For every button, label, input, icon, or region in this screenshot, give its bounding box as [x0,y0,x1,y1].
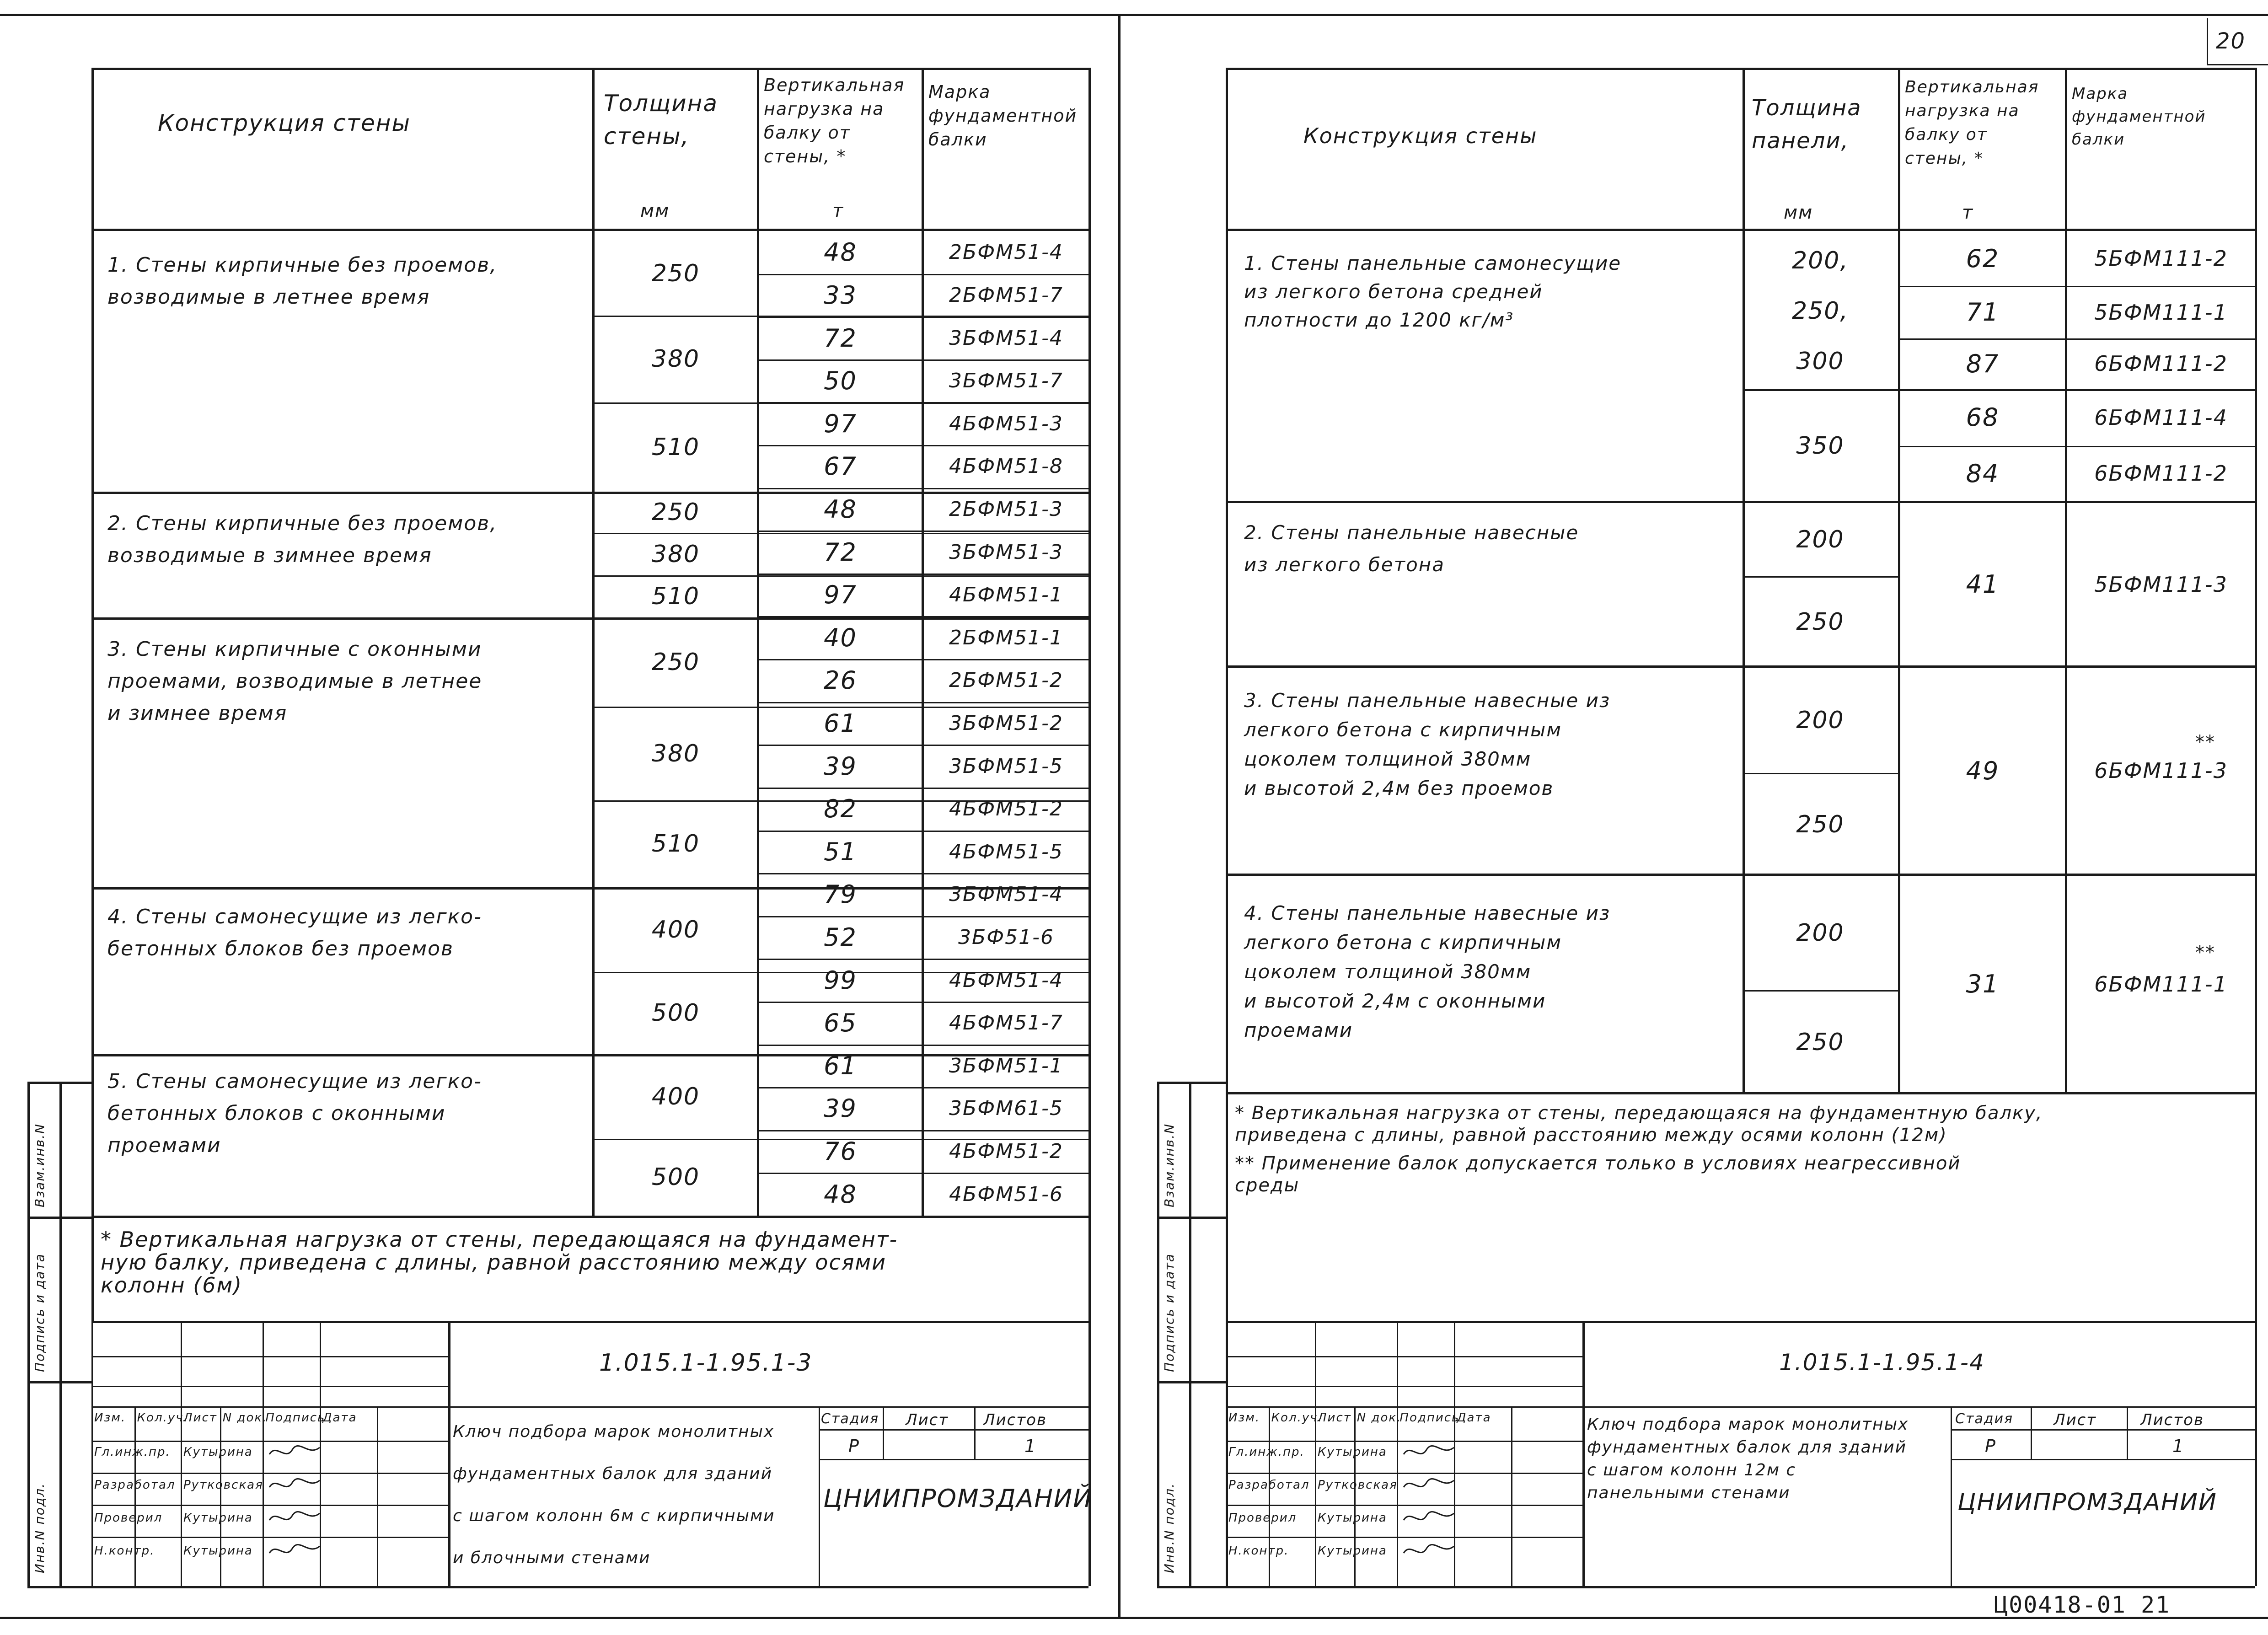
tb-grid-line [1226,1321,1582,1322]
left-mark: 2БФМ51-4 [949,241,1063,264]
tb-grid-line [377,1406,378,1586]
tb-grid-line [1226,1321,1227,1586]
tb-name: Кутырина [183,1544,253,1558]
tb-grid-line [220,1406,221,1586]
tb-grid-line [91,1321,93,1586]
left-mark: 4БФМ51-4 [949,968,1063,992]
left-mark: 3БФ51-6 [958,926,1054,949]
right-tb-stage-label: Стадия [1955,1411,2014,1427]
tb-grid-line [181,1321,182,1586]
tb-grid-line [1397,1321,1398,1586]
tb-grid-line [1315,1321,1316,1586]
tb-role: Разработал [1228,1478,1310,1492]
bottom-border [0,1617,2268,1619]
right-side-inv: Инв.N подл. [1162,1482,1177,1573]
right-mark: 5БФМ111-3 [2094,572,2228,597]
right-thickness: 200 [1796,919,1844,947]
left-thickness: 250 [651,499,700,526]
right-header-load-unit: т [1962,202,1974,223]
right-load: 68 [1966,403,2000,432]
tb-col-label: Лист [1318,1411,1351,1425]
tb-grid-line [91,1537,448,1538]
tb-col-label: Подпись [1399,1411,1460,1425]
tb-role: Гл.инж.пр. [94,1445,171,1459]
right-thickness: 200 [1796,526,1844,553]
left-tb-stage: Р [848,1436,860,1456]
right-thickness: 300 [1796,348,1844,375]
left-load: 82 [824,794,857,824]
left-group-4: 4. Стены самонесущие из легко- бетонных блоков без проемов [107,905,482,960]
right-load: 87 [1966,349,2000,378]
tb-grid-line [1226,1356,1582,1357]
right-header-thickness-unit: мм [1784,202,1813,223]
left-header-thickness-unit: мм [640,200,670,221]
signature [1401,1539,1456,1567]
tb-col-label: Изм. [94,1411,126,1425]
left-tb-line [974,1406,976,1459]
left-load: 40 [824,623,857,652]
left-load: 72 [824,323,857,353]
left-tb-line [819,1429,1088,1431]
left-load: 61 [824,708,857,738]
right-header-mark: Марка фундаментной балки [2072,85,2206,149]
right-tb-line [2127,1406,2128,1459]
left-load: 65 [824,1008,857,1038]
left-load: 50 [824,366,857,396]
tb-col-label: N док. [222,1411,268,1425]
right-col-thick [1743,68,1745,1092]
left-tb-sheet-label: Лист [906,1411,949,1429]
tb-col-label: Дата [322,1411,357,1425]
right-mark: 6БФМ111-3 [2094,758,2228,783]
left-thickness: 510 [651,433,700,461]
right-load: 71 [1966,298,2000,327]
left-side-line [27,1082,91,1084]
right-subdiv [1743,990,1898,992]
tb-name: Рутковская [183,1478,263,1492]
tb-grid-line [1226,1406,1582,1408]
tb-role: Н.контр. [1228,1544,1289,1558]
left-side-line [27,1381,91,1383]
left-mark: 3БФМ51-5 [949,754,1063,778]
right-mark: 6БФМ111-2 [2094,461,2228,486]
left-tb-line [448,1406,1088,1408]
right-tb-line [2031,1406,2032,1459]
tb-col-label: Кол.уч. [1271,1411,1323,1425]
tb-name: Рутковская [1318,1478,1398,1492]
right-thickness: 200, [1792,247,1849,274]
tb-col-label: N док. [1357,1411,1402,1425]
left-load: 39 [824,751,857,781]
left-side-inner [59,1082,62,1586]
right-thickness: 250 [1796,608,1844,636]
top-border [0,14,2268,16]
left-load: 72 [824,537,857,567]
left-load: 48 [824,1179,857,1209]
right-tb-sheets-label: Листов [2140,1411,2204,1429]
left-mark: 3БФМ61-5 [949,1097,1063,1120]
right-side-sign: Подпись и дата [1162,1253,1177,1372]
left-thickness: 250 [651,259,700,287]
left-header-mark: Марка фундаментной балки [928,82,1078,150]
tb-grid-line [263,1321,264,1586]
left-load: 51 [824,837,857,866]
left-load: 79 [824,880,857,909]
tb-role: Проверил [94,1511,163,1525]
tb-col-label: Лист [183,1411,217,1425]
left-load: 48 [824,494,857,524]
page-number: 20 [2216,28,2246,54]
left-header-thickness: Толщина стены, [604,90,718,150]
right-tb-line [1951,1406,1952,1586]
tb-grid-line [1226,1586,1582,1587]
right-footnote-1: * Вертикальная нагрузка от стены, передающаяся на фундаментную балку, приведена с длины, равной расстоянию между осями колонн (12м) [1235,1103,2043,1146]
left-mark: 2БФМ51-2 [949,669,1063,692]
tb-name: Кутырина [1318,1544,1387,1558]
left-thickness: 380 [651,540,700,568]
left-thickness: 400 [651,1083,700,1110]
right-load: 31 [1966,970,2000,998]
left-mark: 4БФМ51-6 [949,1182,1063,1206]
left-tb-line [819,1459,1088,1460]
left-mark: 3БФМ51-1 [949,1054,1063,1077]
left-side-sign: Подпись и дата [32,1253,47,1372]
tb-grid-line [91,1321,448,1322]
left-load: 52 [824,923,857,952]
tb-grid-line [91,1356,448,1357]
left-mark: 4БФМ51-1 [949,583,1063,607]
right-side-line [1157,1217,1226,1219]
right-tb-line [1582,1406,2255,1408]
right-group-3: 3. Стены панельные навесные из легкого бетона с кирпичным цоколем толщиной 380мм и высотой 2,4м без проемов [1244,689,1611,799]
left-mark: 4БФМ51-2 [949,1140,1063,1163]
left-mark: 2БФМ51-7 [949,283,1063,307]
left-tb-code: 1.015.1-1.95.1-3 [599,1349,813,1377]
left-load: 61 [824,1051,857,1080]
left-tb-stage-label: Стадия [821,1411,879,1427]
left-side-vzam: Взам.инв.N [32,1123,47,1207]
left-mark: 3БФМ51-4 [949,326,1063,350]
right-tb-stage: Р [1985,1436,1996,1456]
left-thickness: 400 [651,916,700,943]
left-load: 33 [824,280,857,310]
left-mark: 4БФМ51-2 [949,797,1063,821]
archive-stamp: Ц00418-01 21 [1994,1592,2171,1618]
tb-role: Н.контр. [94,1544,155,1558]
tb-col-label: Кол.уч. [137,1411,188,1425]
signature [267,1539,322,1567]
left-thickness: 380 [651,345,700,373]
left-load: 97 [824,580,857,610]
left-group-2: 2. Стены кирпичные без проемов, возводимые в зимнее время [107,512,498,567]
left-mark: 4БФМ51-3 [949,412,1063,435]
tb-col-label: Подпись [265,1411,326,1425]
right-footnote-2: ** Применение балок допускается только в условиях неагрессивной среды [1235,1153,1961,1196]
right-thickness: 350 [1796,432,1844,460]
right-thickness: 250, [1792,297,1849,325]
right-tb-title: Ключ подбора марок монолитных фундаментных балок для зданий с шагом колонн 12м с панельными стенами [1587,1415,1909,1502]
right-mark: 6БФМ111-4 [2094,405,2228,430]
tb-col-label: Дата [1457,1411,1491,1425]
left-header-construction: Конструкция стены [158,110,411,136]
left-group-5: 5. Стены самонесущие из легко- бетонных блоков с оконными проемами [107,1070,482,1157]
left-tb-sheet: 1 [1024,1436,1037,1456]
tb-grid-line [1226,1537,1582,1538]
tb-grid-line [134,1406,136,1586]
left-mark: 2БФМ51-3 [949,497,1063,521]
right-header-load: Вертикальная нагрузка на балку от стены, * [1905,78,2039,168]
left-tb-title: Ключ подбора марок монолитных фундаментных балок для зданий с шагом колонн 6м с кирпичными и блочными стенами [453,1422,775,1567]
left-load: 39 [824,1094,857,1123]
tb-name: Кутырина [1318,1511,1387,1525]
tb-grid-line [1354,1406,1356,1586]
right-header-construction: Конструкция стены [1303,123,1538,148]
right-thickness: 200 [1796,707,1844,734]
tb-role: Гл.инж.пр. [1228,1445,1305,1459]
right-subdiv [1743,576,1898,578]
left-table-top [91,68,1088,70]
left-load: 26 [824,666,857,695]
right-mark: 6БФМ111-1 [2094,971,2228,997]
tb-grid-line [1226,1386,1582,1387]
left-table-right [1088,68,1091,1586]
right-load: 41 [1966,570,2000,599]
left-load: 67 [824,452,857,481]
left-mark: 4БФМ51-8 [949,455,1063,478]
right-tb-line [1951,1429,2255,1431]
tb-role: Разработал [94,1478,176,1492]
left-mark: 4БФМ51-5 [949,840,1063,863]
left-mark: 3БФМ51-2 [949,711,1063,735]
right-tb-sheet: 1 [2172,1436,2185,1456]
right-mark-note: ** [2195,732,2215,753]
right-tb-line [1951,1459,2255,1460]
right-load: 62 [1966,244,2000,273]
left-side-line [27,1217,91,1219]
right-mark: 6БФМ111-2 [2094,351,2228,376]
right-side-outer [1157,1082,1159,1586]
left-group-1: 1. Стены кирпичные без проемов, возводимые в летнее время [107,253,498,309]
right-mark: 5БФМ111-1 [2094,300,2228,325]
right-mark: 5БФМ111-2 [2094,246,2228,271]
right-group-1: 1. Стены панельные самонесущие из легкого бетона средней плотности до 1200 кг/м³ [1244,252,1622,331]
left-thickness: 510 [651,583,700,610]
left-mark: 3БФМ51-7 [949,369,1063,393]
right-tb-code: 1.015.1-1.95.1-4 [1779,1349,1985,1376]
tb-grid-line [91,1406,448,1408]
signature [267,1474,322,1501]
left-header-load-unit: т [832,200,844,221]
right-side-vzam: Взам.инв.N [1162,1123,1177,1207]
left-load: 48 [824,238,857,267]
left-mark: 3БФМ51-4 [949,883,1063,906]
tb-col-label: Изм. [1228,1411,1260,1425]
right-load: 49 [1966,756,2000,785]
left-mark: 2БФМ51-1 [949,626,1063,649]
right-mark-note: ** [2195,942,2215,963]
tb-name: Кутырина [183,1511,253,1525]
right-thickness: 250 [1796,1029,1844,1056]
right-tb-org: ЦНИИПРОМЗДАНИЙ [1957,1489,2217,1516]
tb-grid-line [1226,1505,1582,1506]
right-side-inner [1189,1082,1191,1586]
left-footnote: * Вертикальная нагрузка от стены, передающаяся на фундамент- ную балку, приведена с длины, равной расстоянию между осями колонн (6м) [101,1227,898,1297]
left-thickness: 510 [651,830,700,858]
left-load: 76 [824,1137,857,1166]
left-thickness: 380 [651,740,700,767]
left-tb-org: ЦНИИПРОМЗДАНИЙ [823,1484,1093,1513]
right-tb-sheet-label: Лист [2054,1411,2097,1429]
signature [1401,1474,1456,1501]
page-number-box [2207,18,2208,64]
tb-grid-line [91,1386,448,1387]
left-tb-sheets-label: Листов [983,1411,1047,1429]
left-mark: 4БФМ51-7 [949,1011,1063,1035]
page-number-box [2207,64,2268,65]
right-thickness: 250 [1796,810,1844,838]
tb-grid-line [1269,1406,1270,1586]
tb-name: Кутырина [183,1445,253,1459]
left-tb-divider [448,1321,450,1586]
left-thickness: 250 [651,648,700,676]
sheet-separator [1118,14,1121,1617]
left-group-3: 3. Стены кирпичные с оконными проемами, возводимые в летнее и зимнее время [107,638,483,725]
left-table-left [91,68,94,1321]
left-side-inv: Инв.N подл. [32,1482,47,1573]
right-load: 84 [1966,459,2000,488]
right-group-4: 4. Стены панельные навесные из легкого бетона с кирпичным цоколем толщиной 380мм и высотой 2,4м с оконными проемами [1244,902,1611,1041]
signature [267,1506,322,1534]
right-side-line [1157,1381,1226,1383]
right-subdiv [1743,773,1898,774]
left-thickness: 500 [651,999,700,1027]
left-tb-line [883,1406,884,1459]
right-side-line [1157,1082,1226,1084]
right-header-thickness: Толщина панели, [1752,95,1862,154]
right-table-top [1226,68,2255,70]
left-load: 97 [824,409,857,438]
right-tb-divider [1582,1321,1585,1586]
left-load: 99 [824,965,857,995]
left-header-load: Вертикальная нагрузка на балку от стены, * [764,75,905,166]
right-table-right [2255,68,2257,1586]
signature [267,1441,322,1468]
left-mark: 3БФМ51-3 [949,540,1063,564]
right-group-2: 2. Стены панельные навесные из легкого бетона [1244,521,1579,576]
right-table-bottom [1226,1092,2255,1094]
tb-grid-line [91,1505,448,1506]
left-table-bottom [91,1216,1088,1218]
tb-role: Проверил [1228,1511,1297,1525]
signature [1401,1441,1456,1468]
signature [1401,1506,1456,1534]
left-thickness: 500 [651,1163,700,1191]
tb-grid-line [1511,1406,1512,1586]
left-tb-line [819,1406,820,1586]
left-side-outer [27,1082,30,1586]
tb-name: Кутырина [1318,1445,1387,1459]
tb-grid-line [91,1586,448,1587]
